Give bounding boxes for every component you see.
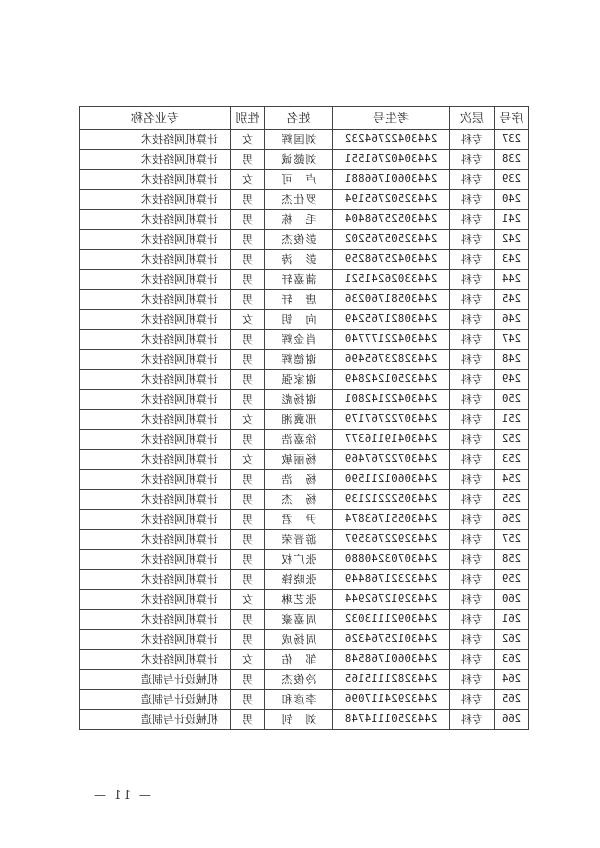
cell-level: 专科 <box>450 630 495 650</box>
cell-name: 张艺琳 <box>265 590 333 610</box>
cell-index: 244 <box>495 270 529 290</box>
cell-major: 计算机网络技术 <box>80 330 231 350</box>
cell-exam-number: 24430821765249 <box>333 310 450 330</box>
header-exam-number: 考生号 <box>333 107 450 130</box>
cell-exam-number: 24430419116377 <box>333 430 450 450</box>
cell-level: 专科 <box>450 330 495 350</box>
cell-index: 238 <box>495 150 529 170</box>
cell-gender: 女 <box>231 650 265 670</box>
cell-name: 谢扬彪 <box>265 390 333 410</box>
cell-level: 专科 <box>450 470 495 490</box>
table-row <box>80 330 529 350</box>
cell-level: 专科 <box>450 170 495 190</box>
cell-exam-number: 24430703240880 <box>333 550 450 570</box>
cell-name: 杨 杰 <box>265 490 333 510</box>
cell-index: 264 <box>495 670 529 690</box>
cell-gender: 男 <box>231 390 265 410</box>
table-row <box>80 350 529 370</box>
header-major: 专业名称 <box>80 107 231 130</box>
table-row <box>80 590 529 610</box>
table-row <box>80 310 529 330</box>
cell-level: 专科 <box>450 290 495 310</box>
cell-exam-number: 24430522212139 <box>333 490 450 510</box>
table-row <box>80 490 529 510</box>
table-row <box>80 470 529 490</box>
cell-level: 专科 <box>450 570 495 590</box>
cell-index: 237 <box>495 130 529 150</box>
cell-gender: 男 <box>231 710 265 730</box>
cell-major: 计算机网络技术 <box>80 410 231 430</box>
cell-exam-number: 24430422764232 <box>333 130 450 150</box>
cell-index: 263 <box>495 650 529 670</box>
cell-index: 243 <box>495 250 529 270</box>
cell-name: 谢德辉 <box>265 350 333 370</box>
cell-major: 计算机网络技术 <box>80 490 231 510</box>
cell-index: 258 <box>495 550 529 570</box>
cell-major: 计算机网络技术 <box>80 250 231 270</box>
cell-gender: 男 <box>231 350 265 370</box>
cell-name: 邢冀湘 <box>265 410 333 430</box>
table-row <box>80 170 529 190</box>
cell-name: 彭 涛 <box>265 250 333 270</box>
cell-index: 248 <box>495 350 529 370</box>
cell-gender: 男 <box>231 610 265 630</box>
table-row <box>80 150 529 170</box>
cell-name: 刘国辉 <box>265 130 333 150</box>
cell-major: 计算机网络技术 <box>80 430 231 450</box>
cell-level: 专科 <box>450 250 495 270</box>
cell-index: 250 <box>495 390 529 410</box>
cell-level: 专科 <box>450 710 495 730</box>
cell-name: 张广权 <box>265 550 333 570</box>
cell-name: 毛 栋 <box>265 210 333 230</box>
cell-major: 计算机网络技术 <box>80 290 231 310</box>
cell-exam-number: 24430425768259 <box>333 250 450 270</box>
table-row <box>80 410 529 430</box>
cell-name: 蒲嘉轩 <box>265 270 333 290</box>
cell-index: 262 <box>495 630 529 650</box>
cell-index: 242 <box>495 230 529 250</box>
admission-roster-table <box>79 106 529 730</box>
cell-major: 计算机网络技术 <box>80 590 231 610</box>
cell-gender: 男 <box>231 230 265 250</box>
cell-gender: 男 <box>231 530 265 550</box>
cell-index: 261 <box>495 610 529 630</box>
table-row <box>80 230 529 250</box>
cell-gender: 男 <box>231 330 265 350</box>
cell-major: 计算机网络技术 <box>80 530 231 550</box>
cell-gender: 女 <box>231 590 265 610</box>
cell-name: 徐嘉浩 <box>265 430 333 450</box>
cell-major: 计算机网络技术 <box>80 450 231 470</box>
cell-gender: 男 <box>231 510 265 530</box>
cell-gender: 男 <box>231 690 265 710</box>
cell-name: 杨 浩 <box>265 470 333 490</box>
cell-major: 计算机网络技术 <box>80 550 231 570</box>
cell-index: 252 <box>495 430 529 450</box>
cell-level: 专科 <box>450 550 495 570</box>
cell-level: 专科 <box>450 370 495 390</box>
cell-name: 杨丽敏 <box>265 450 333 470</box>
table-row <box>80 130 529 150</box>
cell-gender: 男 <box>231 370 265 390</box>
cell-major: 计算机网络技术 <box>80 470 231 490</box>
table-row <box>80 290 529 310</box>
cell-level: 专科 <box>450 130 495 150</box>
table-row <box>80 190 529 210</box>
cell-exam-number: 24432922763597 <box>333 530 450 550</box>
cell-name: 冷俊杰 <box>265 670 333 690</box>
cell-level: 专科 <box>450 530 495 550</box>
cell-major: 机械设计与制造 <box>80 690 231 710</box>
table-row <box>80 210 529 230</box>
cell-gender: 男 <box>231 430 265 450</box>
cell-gender: 男 <box>231 630 265 650</box>
cell-gender: 男 <box>231 570 265 590</box>
table-row <box>80 670 529 690</box>
cell-gender: 男 <box>231 150 265 170</box>
cell-index: 251 <box>495 410 529 430</box>
cell-level: 专科 <box>450 650 495 670</box>
cell-index: 253 <box>495 450 529 470</box>
cell-index: 259 <box>495 570 529 590</box>
cell-index: 245 <box>495 290 529 310</box>
cell-gender: 女 <box>231 450 265 470</box>
cell-exam-number: 24432821115165 <box>333 670 450 690</box>
cell-exam-number: 24433026241521 <box>333 270 450 290</box>
cell-name: 刘 钊 <box>265 710 333 730</box>
cell-name: 罗仕杰 <box>265 190 333 210</box>
cell-index: 266 <box>495 710 529 730</box>
cell-exam-number: 24430581760236 <box>333 290 450 310</box>
cell-gender: 男 <box>231 210 265 230</box>
cell-exam-number: 24432502765194 <box>333 190 450 210</box>
cell-level: 专科 <box>450 490 495 510</box>
cell-major: 计算机网络技术 <box>80 210 231 230</box>
cell-major: 计算机网络技术 <box>80 130 231 150</box>
cell-name: 李彦和 <box>265 690 333 710</box>
cell-gender: 男 <box>231 250 265 270</box>
cell-name: 邹 佑 <box>265 650 333 670</box>
cell-name: 尹 君 <box>265 510 333 530</box>
cell-gender: 男 <box>231 490 265 510</box>
cell-exam-number: 24432505765202 <box>333 230 450 250</box>
cell-exam-number: 24432501242849 <box>333 370 450 390</box>
cell-gender: 女 <box>231 310 265 330</box>
cell-major: 计算机网络技术 <box>80 230 231 250</box>
table-row <box>80 430 529 450</box>
cell-index: 241 <box>495 210 529 230</box>
cell-gender: 男 <box>231 270 265 290</box>
cell-name: 周嘉豪 <box>265 610 333 630</box>
table-row <box>80 650 529 670</box>
cell-exam-number: 24430722767469 <box>333 450 450 470</box>
cell-level: 专科 <box>450 350 495 370</box>
cell-major: 机械设计与制造 <box>80 670 231 690</box>
table-row <box>80 270 529 290</box>
cell-level: 专科 <box>450 670 495 690</box>
cell-index: 255 <box>495 490 529 510</box>
cell-index: 249 <box>495 370 529 390</box>
cell-exam-number: 24432924117096 <box>333 690 450 710</box>
cell-index: 239 <box>495 170 529 190</box>
cell-name: 肖金辉 <box>265 330 333 350</box>
header-index: 序号 <box>495 107 529 130</box>
cell-level: 专科 <box>450 150 495 170</box>
cell-major: 计算机网络技术 <box>80 270 231 290</box>
cell-name: 卢 可 <box>265 170 333 190</box>
cell-gender: 女 <box>231 410 265 430</box>
table-row <box>80 510 529 530</box>
cell-major: 计算机网络技术 <box>80 170 231 190</box>
cell-major: 计算机网络技术 <box>80 650 231 670</box>
cell-gender: 女 <box>231 170 265 190</box>
cell-name: 唐 轩 <box>265 290 333 310</box>
table-row <box>80 550 529 570</box>
table-row <box>80 450 529 470</box>
cell-gender: 男 <box>231 670 265 690</box>
cell-exam-number: 24432912762944 <box>333 590 450 610</box>
cell-index: 254 <box>495 470 529 490</box>
cell-exam-number: 24430125764326 <box>333 630 450 650</box>
header-name: 姓名 <box>265 107 333 130</box>
cell-index: 260 <box>495 590 529 610</box>
cell-major: 机械设计与制造 <box>80 710 231 730</box>
cell-gender: 男 <box>231 290 265 310</box>
header-level: 层次 <box>450 107 495 130</box>
cell-major: 计算机网络技术 <box>80 150 231 170</box>
cell-level: 专科 <box>450 310 495 330</box>
cell-exam-number: 24430402761551 <box>333 150 450 170</box>
cell-exam-number: 24432321768449 <box>333 570 450 590</box>
cell-level: 专科 <box>450 590 495 610</box>
cell-exam-number: 24430525768404 <box>333 210 450 230</box>
cell-level: 专科 <box>450 210 495 230</box>
cell-exam-number: 24430601768548 <box>333 650 450 670</box>
cell-level: 专科 <box>450 450 495 470</box>
cell-level: 专科 <box>450 690 495 710</box>
cell-major: 计算机网络技术 <box>80 610 231 630</box>
cell-index: 256 <box>495 510 529 530</box>
cell-level: 专科 <box>450 410 495 430</box>
cell-level: 专科 <box>450 390 495 410</box>
cell-exam-number: 24432501114748 <box>333 710 450 730</box>
cell-level: 专科 <box>450 230 495 250</box>
header-gender: 性别 <box>231 107 265 130</box>
table-header-row <box>80 107 529 130</box>
cell-gender: 男 <box>231 190 265 210</box>
cell-name: 周扬成 <box>265 630 333 650</box>
cell-exam-number: 24430601766881 <box>333 170 450 190</box>
cell-major: 计算机网络技术 <box>80 390 231 410</box>
table-row <box>80 570 529 590</box>
cell-name: 向 钥 <box>265 310 333 330</box>
cell-major: 计算机网络技术 <box>80 510 231 530</box>
table-row <box>80 690 529 710</box>
cell-major: 计算机网络技术 <box>80 630 231 650</box>
cell-exam-number: 24430422177740 <box>333 330 450 350</box>
page-number: — 11 — <box>92 788 151 802</box>
cell-major: 计算机网络技术 <box>80 370 231 390</box>
cell-gender: 女 <box>231 130 265 150</box>
cell-major: 计算机网络技术 <box>80 570 231 590</box>
cell-level: 专科 <box>450 510 495 530</box>
table-row <box>80 530 529 550</box>
cell-level: 专科 <box>450 190 495 210</box>
cell-index: 257 <box>495 530 529 550</box>
cell-name: 张晓锋 <box>265 570 333 590</box>
table-row <box>80 390 529 410</box>
table-row <box>80 630 529 650</box>
table-row <box>80 710 529 730</box>
cell-exam-number: 24430921113032 <box>333 610 450 630</box>
table-row <box>80 610 529 630</box>
cell-exam-number: 24430422142801 <box>333 390 450 410</box>
cell-gender: 男 <box>231 550 265 570</box>
cell-exam-number: 24430551763874 <box>333 510 450 530</box>
table-row <box>80 250 529 270</box>
cell-index: 246 <box>495 310 529 330</box>
cell-exam-number: 24432823765496 <box>333 350 450 370</box>
cell-name: 彭俊杰 <box>265 230 333 250</box>
cell-name: 游晋荣 <box>265 530 333 550</box>
cell-major: 计算机网络技术 <box>80 190 231 210</box>
cell-index: 247 <box>495 330 529 350</box>
table-row <box>80 370 529 390</box>
cell-major: 计算机网络技术 <box>80 350 231 370</box>
cell-exam-number: 24430722767179 <box>333 410 450 430</box>
cell-index: 240 <box>495 190 529 210</box>
cell-level: 专科 <box>450 270 495 290</box>
cell-name: 刘懿诚 <box>265 150 333 170</box>
cell-level: 专科 <box>450 610 495 630</box>
cell-major: 计算机网络技术 <box>80 310 231 330</box>
cell-gender: 男 <box>231 470 265 490</box>
cell-index: 265 <box>495 690 529 710</box>
cell-name: 谢家强 <box>265 370 333 390</box>
cell-exam-number: 24430601211590 <box>333 470 450 490</box>
table-body <box>80 130 529 730</box>
cell-level: 专科 <box>450 430 495 450</box>
